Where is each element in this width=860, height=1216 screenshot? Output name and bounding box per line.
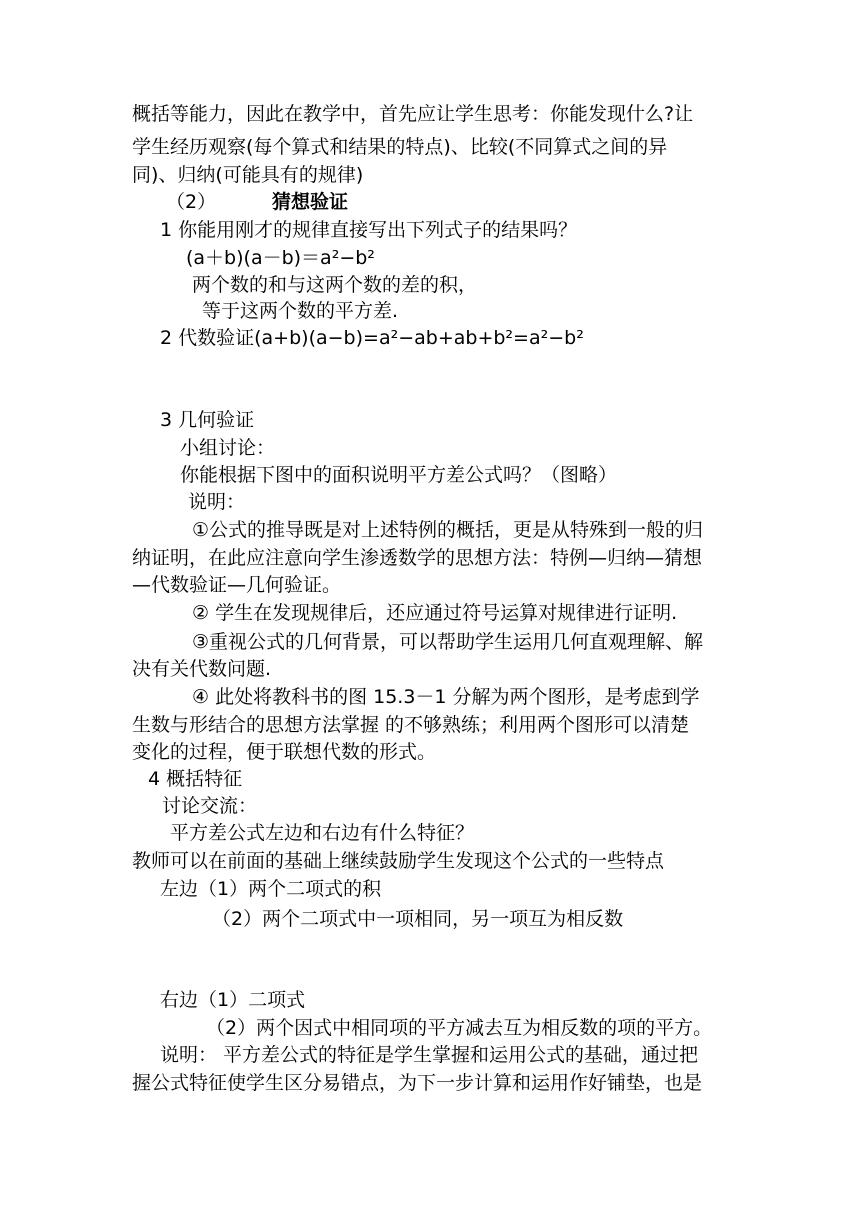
formula-line: (a＋b)(a－b)＝a²−b² xyxy=(186,247,375,269)
formula-line: 2 代数验证(a+b)(a−b)=a²−ab+ab+b²=a²−b² xyxy=(160,327,584,349)
paragraph-line: 右边（1）二项式 xyxy=(160,989,306,1011)
paragraph-line: ② 学生在发现规律后，还应通过符号运算对规律进行证明. xyxy=(192,602,678,624)
paragraph-line: 同)、归纳(可能具有的规律) xyxy=(132,164,364,186)
paragraph-line: ①公式的推导既是对上述特例的概括，更是从特殊到一般的归 xyxy=(192,519,704,541)
paragraph-line: （2）两个因式中相同项的平方减去互为相反数的项的平方。 xyxy=(206,1017,713,1039)
paragraph-line: 左边（1）两个二项式的积 xyxy=(160,878,382,900)
paragraph-line: ④ 此处将教科书的图 15.3－1 分解为两个图形，是考虑到学 xyxy=(192,686,700,708)
paragraph-line: 教师可以在前面的基础上继续鼓励学生发现这个公式的一些特点 xyxy=(132,850,665,872)
paragraph-line: 平方差公式左边和右边有什么特征？ xyxy=(170,822,475,844)
paragraph-line: ③重视公式的几何背景，可以帮助学生运用几何直观理解、解 xyxy=(192,631,704,653)
paragraph-line: 你能根据下图中的面积说明平方差公式吗？（图略） xyxy=(180,464,618,486)
paragraph-line: 握公式特征使学生区分易错点，为下一步计算和运用作好铺垫，也是 xyxy=(132,1072,703,1094)
paragraph-line: 概括等能力，因此在教学中，首先应让学生思考：你能发现什么?让 xyxy=(132,103,694,125)
paragraph-line: 小组讨论： xyxy=(180,437,276,459)
paragraph-line: 决有关代数问题. xyxy=(132,658,272,680)
paragraph-line: 等于这两个数的平方差. xyxy=(202,300,399,322)
subsection-heading: 3 几何验证 xyxy=(160,409,255,431)
paragraph-line: 学生经历观察(每个算式和结果的特点)、比较(不同算式之间的异 xyxy=(132,136,668,158)
paragraph-line: 说明： 平方差公式的特征是学生掌握和运用公式的基础，通过把 xyxy=(160,1044,699,1066)
section-heading: 猜想验证 xyxy=(272,191,349,213)
question-line: 1 你能用刚才的规律直接写出下列式子的结果吗？ xyxy=(160,219,578,241)
paragraph-line: 讨论交流： xyxy=(162,795,258,817)
paragraph-line: 纳证明，在此应注意向学生渗透数学的思想方法：特例—归纳—猜想 xyxy=(132,547,703,569)
paragraph-line: 两个数的和与这两个数的差的积， xyxy=(192,274,478,296)
paragraph-line: 变化的过程，便于联想代数的形式。 xyxy=(132,741,437,763)
paragraph-line: （2）两个二项式中一项相同，另一项互为相反数 xyxy=(212,908,624,930)
subsection-heading: 4 概括特征 xyxy=(148,768,243,790)
section-number: （2） xyxy=(166,191,217,213)
paragraph-line: 生数与形结合的思想方法掌握 的不够熟练；利用两个图形可以清楚 xyxy=(132,714,690,736)
paragraph-line: 说明： xyxy=(188,491,246,513)
paragraph-line: —代数验证—几何验证。 xyxy=(132,574,342,596)
